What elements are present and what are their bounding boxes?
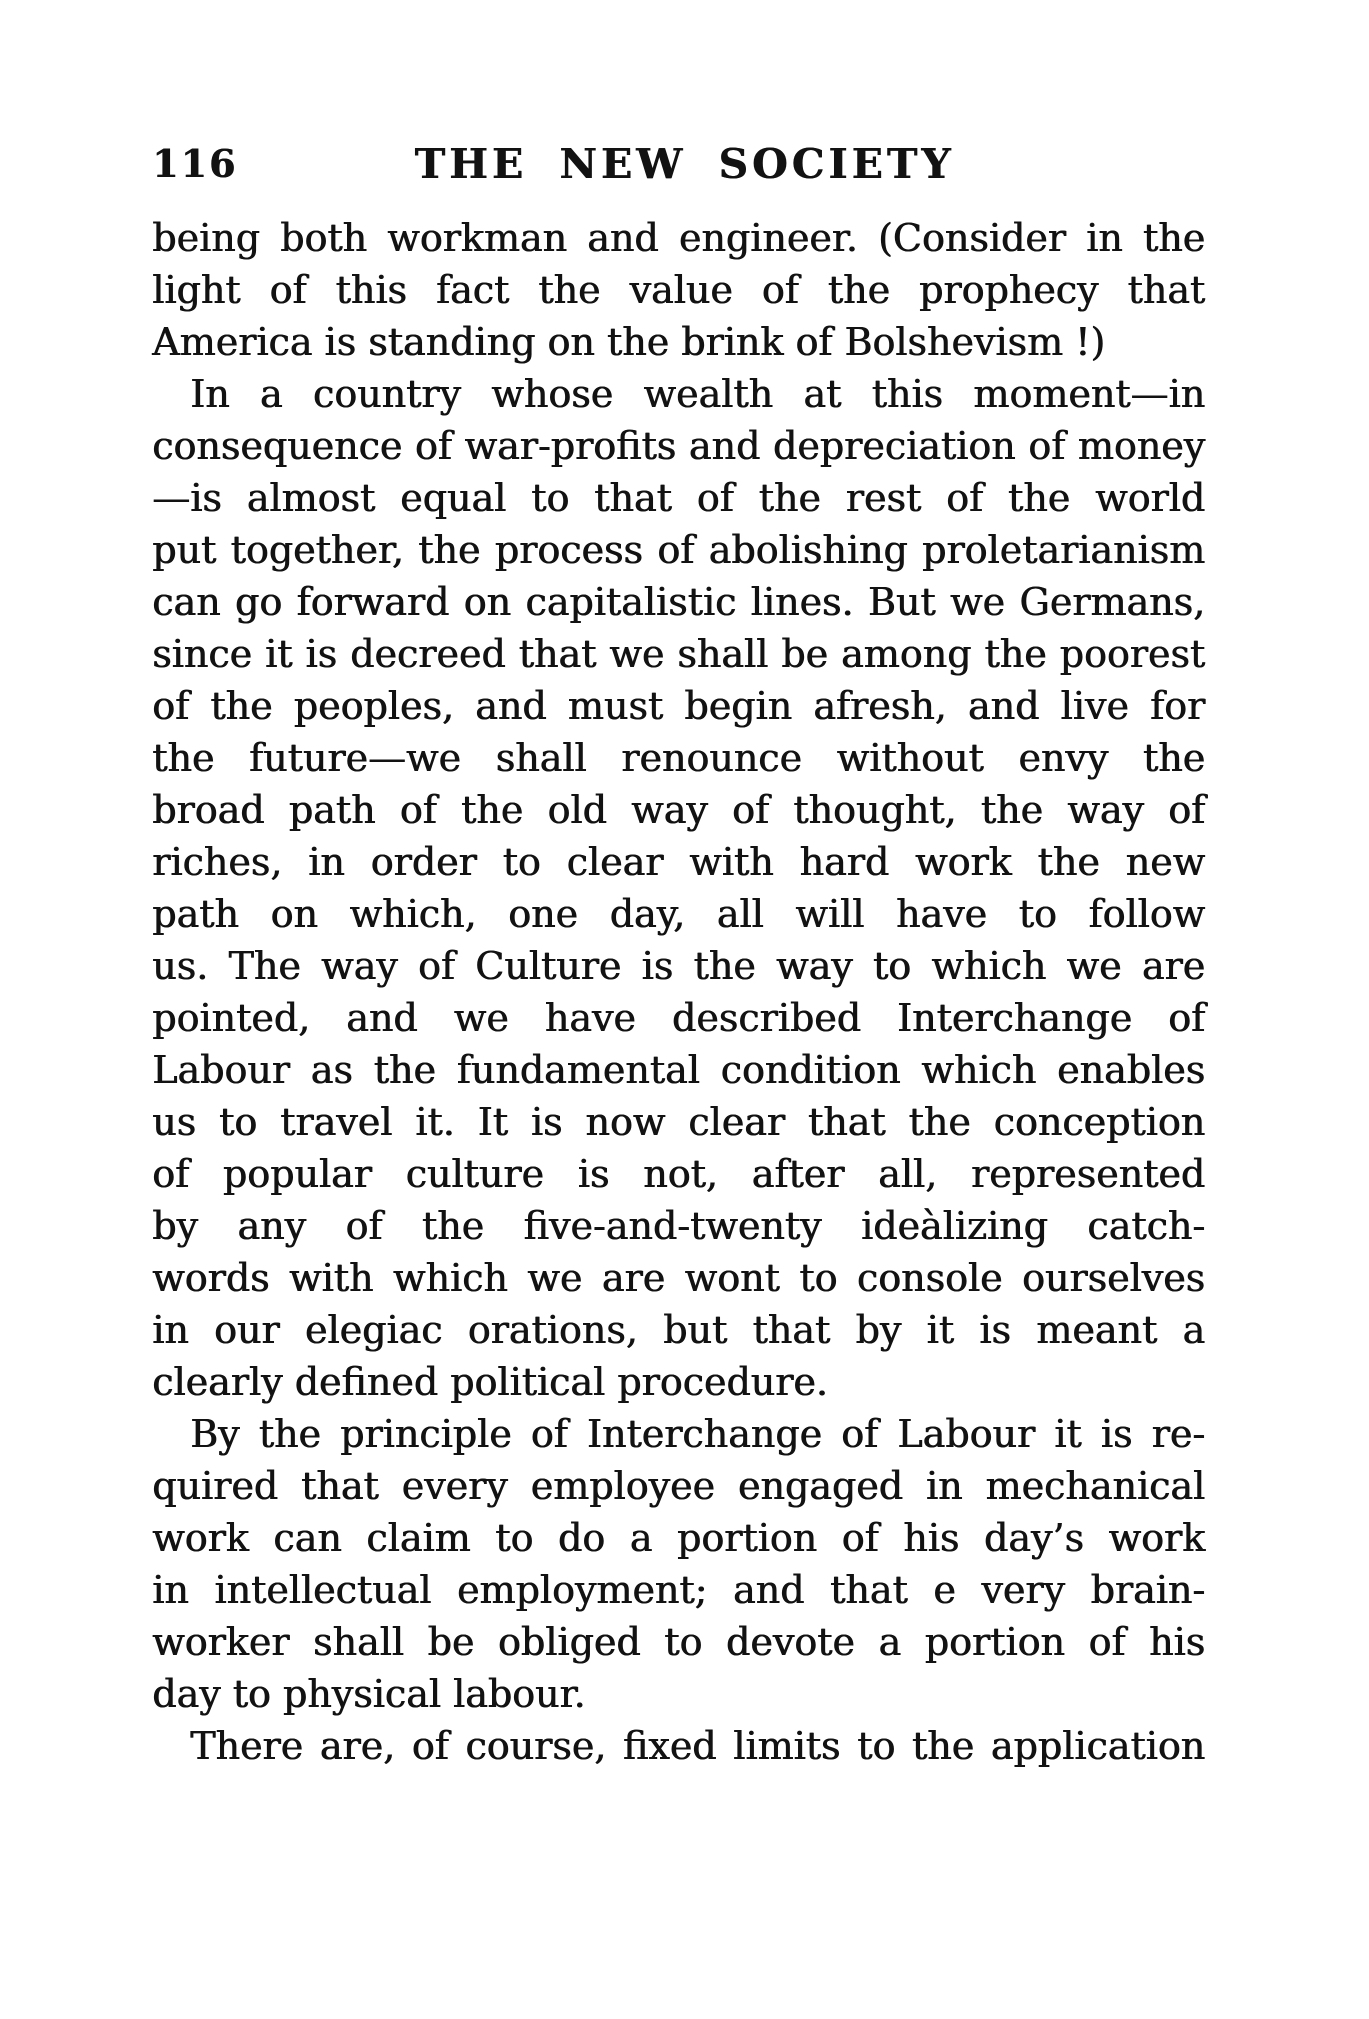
text-line: quired that every employee engaged in mechanical	[152, 1464, 1205, 1508]
text-line: riches, in order to clear with hard work the new	[152, 840, 1205, 884]
text-line: of popular culture is not, after all, represented	[152, 1152, 1205, 1196]
text-line: There are, of course, fixed limits to the application	[190, 1724, 1205, 1768]
text-line: work can claim to do a portion of his day’s work	[152, 1516, 1205, 1560]
text-line: Labour as the fundamental condition which enables	[152, 1048, 1205, 1092]
text-line: By the principle of Interchange of Labour it is re-	[190, 1412, 1205, 1456]
running-header-title: THE NEW SOCIETY	[414, 140, 955, 188]
text-line: since it is decreed that we shall be among the poorest	[152, 632, 1205, 676]
text-line: In a country whose wealth at this moment—in	[190, 372, 1205, 416]
text-line: consequence of war-profits and depreciation of money	[152, 424, 1205, 468]
text-line: by any of the five-and-twenty ideàlizing catch-	[152, 1204, 1205, 1248]
text-line: in intellectual employment; and that e very brain-	[152, 1568, 1205, 1612]
text-line: light of this fact the value of the prophecy that	[152, 268, 1205, 312]
text-line: can go forward on capitalistic lines. But we Germans,	[152, 580, 1205, 624]
text-line: pointed, and we have described Interchange of	[152, 996, 1205, 1040]
text-line: words with which we are wont to console ourselves	[152, 1256, 1205, 1300]
text-line: day to physical labour.	[152, 1672, 586, 1716]
text-line: the future—we shall renounce without envy the	[152, 736, 1205, 780]
text-line: of the peoples, and must begin afresh, and live for	[152, 684, 1205, 728]
text-line: path on which, one day, all will have to follow	[152, 892, 1205, 936]
text-line: us to travel it. It is now clear that the conception	[152, 1100, 1205, 1144]
text-line: put together, the process of abolishing proletarianism	[152, 528, 1205, 572]
page-header	[0, 140, 1369, 188]
text-line: broad path of the old way of thought, the way of	[152, 788, 1205, 832]
text-line: worker shall be obliged to devote a portion of his	[152, 1620, 1205, 1664]
text-line: in our elegiac orations, but that by it is meant a	[152, 1308, 1205, 1352]
text-line: us. The way of Culture is the way to which we are	[152, 944, 1205, 988]
text-line: —is almost equal to that of the rest of the world	[152, 476, 1205, 520]
text-line: America is standing on the brink of Bolshevism !)	[152, 320, 1106, 364]
page-number: 116	[152, 141, 238, 186]
text-line: clearly defined political procedure.	[152, 1360, 828, 1404]
body-text	[152, 212, 1205, 1772]
text-line: being both workman and engineer. (Consider in the	[152, 216, 1205, 260]
